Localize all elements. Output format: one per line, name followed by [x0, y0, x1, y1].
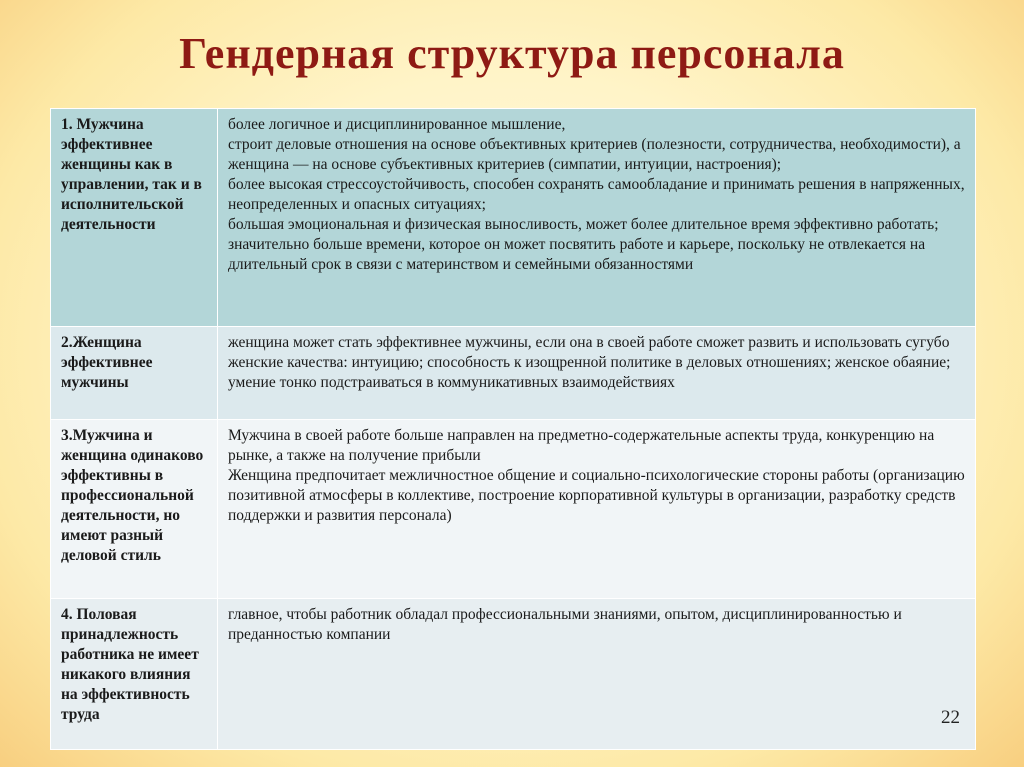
slide-title: Гендерная структура персонала [179, 29, 845, 78]
description-line: строит деловые отношения на основе объективных критериев (полезности, сотрудничества, необходимости), а женщина — на основе субъективных критериев (симпатии, интуиции, настроения); [228, 136, 961, 173]
description-line: более логичное и дисциплинированное мышление, [228, 116, 566, 133]
description-line: главное, чтобы работник обладал профессиональными знаниями, опытом, дисциплинированностью и преданностью компании [228, 606, 902, 643]
table-row [51, 420, 976, 599]
row-description [218, 109, 976, 327]
description-line: значительно больше времени, которое он может посвятить работе и карьере, поскольку не отвлекается на длительный срок в связи с материнством и семейными обязанностями [228, 236, 926, 273]
gender-structure-table [50, 108, 976, 750]
row-label: 4. Половая принадлежность работника не имеет никакого влияния на эффективность труда [51, 599, 218, 750]
row-description [218, 420, 976, 599]
table-row [51, 109, 976, 327]
table-row [51, 327, 976, 420]
table-row [51, 599, 976, 750]
row-label: 2.Женщина эффективнее мужчины [51, 327, 218, 420]
description-line: женщина может стать эффективнее мужчины, если она в своей работе сможет развить и использовать сугубо женские качества: интуицию; способность к изощренной политике в деловых отношениях; женское обаяние; умение тонко подстраиваться в коммуникативных взаимодействиях [228, 334, 951, 391]
page-number: 22 [941, 707, 960, 728]
description-line: Мужчина в своей работе больше направлен на предметно-содержательные аспекты труда, конкуренцию на рынке, а также на получение прибыли [228, 427, 935, 464]
row-label: 1. Мужчина эффективнее женщины как в управлении, так и в исполнительской деятельности [51, 109, 218, 327]
row-description [218, 599, 976, 750]
description-line: большая эмоциональная и физическая выносливость, может более длительное время эффективно работать; [228, 216, 939, 233]
row-label: 3.Мужчина и женщина одинаково эффективны в профессиональной деятельности, но имеют разный деловой стиль [51, 420, 218, 599]
description-line: Женщина предпочитает межличностное общение и социально-психологические стороны работы (организацию позитивной атмосферы в коллективе, построение корпоративной культуры в организации, разработку средств поддержки и развития персонала) [228, 467, 965, 524]
description-line: более высокая стрессоустойчивость, способен сохранять самообладание и принимать решения в напряженных, неопределенных и опасных ситуациях; [228, 176, 965, 213]
row-description [218, 327, 976, 420]
